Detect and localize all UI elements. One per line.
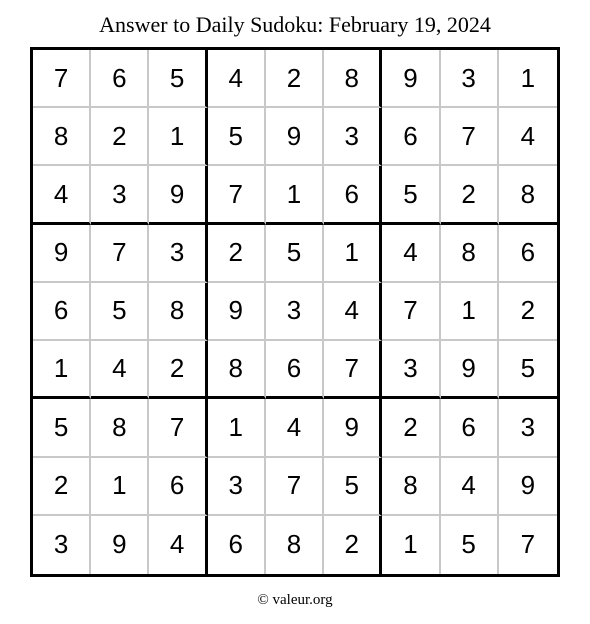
sudoku-cell: 5 — [441, 516, 499, 574]
sudoku-cell: 7 — [208, 166, 266, 224]
sudoku-cell: 1 — [33, 341, 91, 399]
sudoku-cell: 2 — [208, 225, 266, 283]
sudoku-cell: 6 — [499, 225, 557, 283]
sudoku-cell: 2 — [499, 283, 557, 341]
sudoku-cell: 5 — [91, 283, 149, 341]
sudoku-cell: 4 — [266, 399, 324, 457]
sudoku-cell: 5 — [324, 458, 382, 516]
sudoku-cell: 1 — [266, 166, 324, 224]
sudoku-cell: 5 — [149, 50, 207, 108]
sudoku-cell: 1 — [499, 50, 557, 108]
sudoku-cell: 1 — [324, 225, 382, 283]
sudoku-cell: 4 — [499, 108, 557, 166]
sudoku-cell: 8 — [266, 516, 324, 574]
sudoku-cell: 8 — [441, 225, 499, 283]
sudoku-cell: 4 — [91, 341, 149, 399]
sudoku-cell: 3 — [266, 283, 324, 341]
sudoku-cell: 3 — [324, 108, 382, 166]
sudoku-cell: 8 — [91, 399, 149, 457]
sudoku-cell: 5 — [208, 108, 266, 166]
sudoku-cell: 4 — [324, 283, 382, 341]
sudoku-cell: 5 — [382, 166, 440, 224]
sudoku-cell: 2 — [91, 108, 149, 166]
sudoku-cell: 7 — [441, 108, 499, 166]
sudoku-cell: 7 — [324, 341, 382, 399]
sudoku-cell: 5 — [33, 399, 91, 457]
sudoku-cell: 1 — [149, 108, 207, 166]
sudoku-grid — [30, 47, 560, 577]
sudoku-cell: 2 — [266, 50, 324, 108]
sudoku-cell: 3 — [441, 50, 499, 108]
copyright-footer: © valeur.org — [257, 592, 333, 608]
sudoku-cell: 6 — [91, 50, 149, 108]
sudoku-cell: 8 — [33, 108, 91, 166]
sudoku-cell: 6 — [441, 399, 499, 457]
sudoku-cell: 1 — [208, 399, 266, 457]
sudoku-cell: 6 — [382, 108, 440, 166]
sudoku-cell: 3 — [499, 399, 557, 457]
sudoku-cell: 4 — [382, 225, 440, 283]
sudoku-cell: 9 — [208, 283, 266, 341]
sudoku-cell: 1 — [91, 458, 149, 516]
sudoku-cell: 4 — [208, 50, 266, 108]
sudoku-cell: 9 — [266, 108, 324, 166]
sudoku-cell: 9 — [499, 458, 557, 516]
sudoku-cell: 7 — [382, 283, 440, 341]
sudoku-cell: 8 — [149, 283, 207, 341]
sudoku-cell: 9 — [33, 225, 91, 283]
sudoku-cell: 5 — [266, 225, 324, 283]
sudoku-cell: 4 — [33, 166, 91, 224]
puzzle-title: Answer to Daily Sudoku: February 19, 2024 — [99, 12, 491, 37]
sudoku-cell: 6 — [33, 283, 91, 341]
sudoku-cell: 7 — [520, 529, 536, 560]
sudoku-cell: 2 — [149, 341, 207, 399]
sudoku-cell: 4 — [441, 458, 499, 516]
sudoku-cell: 6 — [149, 458, 207, 516]
sudoku-cell: 3 — [149, 225, 207, 283]
sudoku-cell: 2 — [324, 516, 382, 574]
sudoku-cell: 2 — [382, 399, 440, 457]
sudoku-cell: 7 — [149, 399, 207, 457]
sudoku-cell: 1 — [382, 516, 440, 574]
sudoku-cell: 8 — [208, 341, 266, 399]
sudoku-cell: 7 — [91, 225, 149, 283]
sudoku-cell: 3 — [208, 458, 266, 516]
sudoku-cell: 6 — [324, 166, 382, 224]
sudoku-cell: 9 — [382, 50, 440, 108]
sudoku-cell: 6 — [266, 341, 324, 399]
sudoku-cell: 8 — [382, 458, 440, 516]
sudoku-cell: 9 — [324, 399, 382, 457]
sudoku-cell: 4 — [149, 516, 207, 574]
sudoku-cell: 7 — [266, 458, 324, 516]
sudoku-cell: 3 — [91, 166, 149, 224]
sudoku-cell: 3 — [33, 516, 91, 574]
sudoku-cell: 6 — [208, 516, 266, 574]
sudoku-cell: 2 — [441, 166, 499, 224]
sudoku-cell: 3 — [382, 341, 440, 399]
sudoku-cell: 8 — [499, 166, 557, 224]
sudoku-cell: 7 — [33, 50, 91, 108]
sudoku-cell: 5 — [499, 341, 557, 399]
sudoku-cell: 1 — [441, 283, 499, 341]
sudoku-cell: 9 — [149, 166, 207, 224]
sudoku-cell: 8 — [324, 50, 382, 108]
sudoku-cell: 9 — [441, 341, 499, 399]
sudoku-cell: 9 — [91, 516, 149, 574]
sudoku-cell: 2 — [33, 458, 91, 516]
